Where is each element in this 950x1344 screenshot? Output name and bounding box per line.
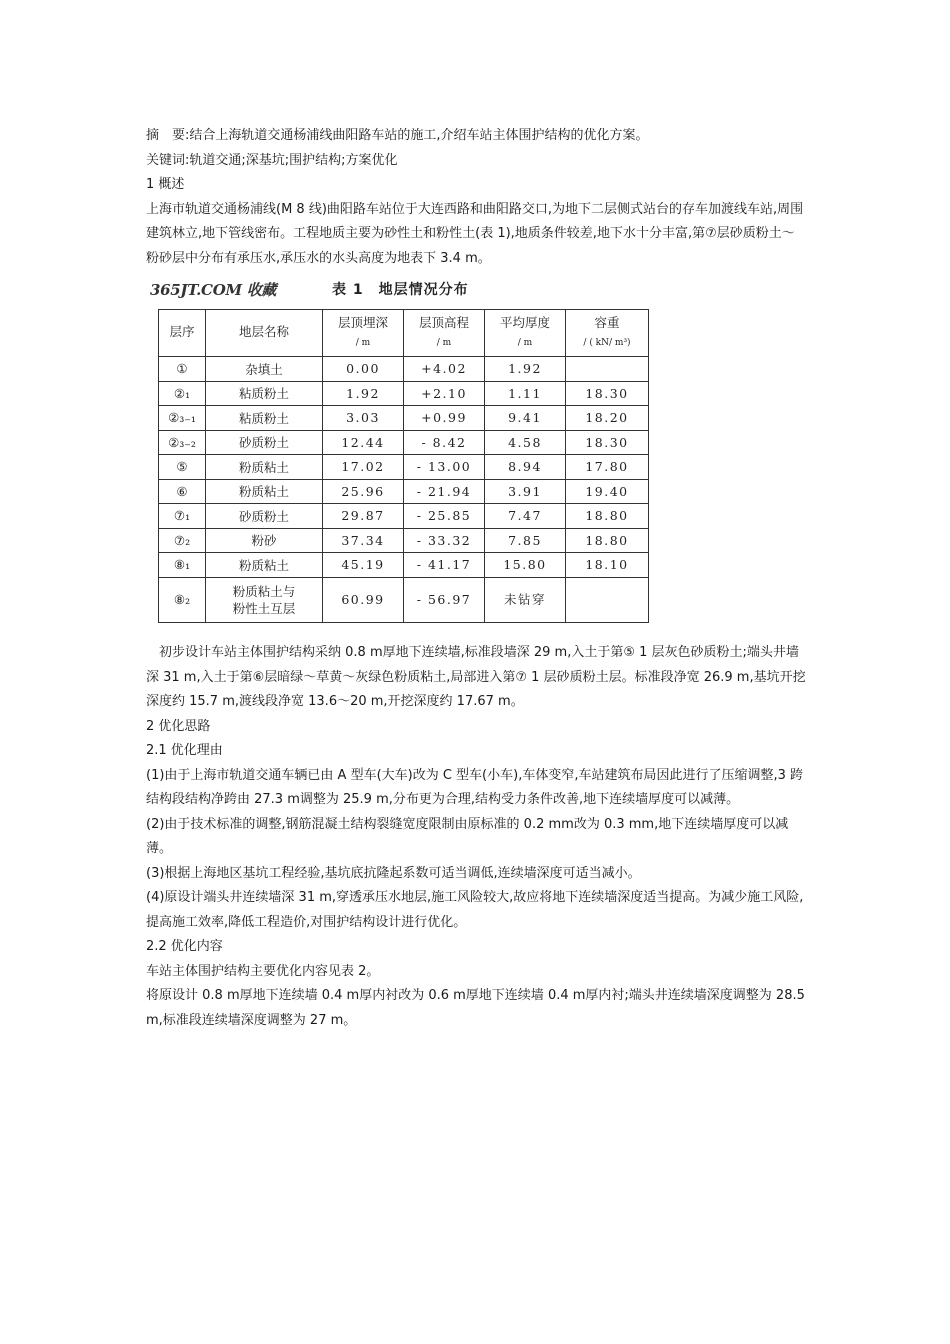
table-cell: 1.11: [485, 381, 566, 406]
table-cell: 粘质粉土: [206, 406, 323, 431]
table-row: [159, 528, 649, 553]
table-cell: ②₃₋₁: [159, 406, 206, 431]
table-row: [159, 406, 649, 431]
table-1-figure: [150, 277, 655, 627]
table-cell: ⑧₁: [159, 553, 206, 578]
table-cell: 12.44: [323, 430, 404, 455]
table-header-row: [159, 310, 649, 357]
table-cell: - 25.85: [404, 504, 485, 529]
abstract: 摘 要:结合上海轨道交通杨浦线曲阳路车站的施工,介绍车站主体围护结构的优化方案。: [146, 128, 649, 143]
table-cell: +0.99: [404, 406, 485, 431]
section-1-heading: 1 概述: [146, 177, 185, 192]
table-cell: 18.80: [566, 528, 649, 553]
table-row: [159, 430, 649, 455]
reason-2: (2)由于技术标准的调整,钢筋混凝土结构裂缝宽度限制由原标准的 0.2 mm改为 0.3 mm,地下连续墙厚度可以减薄。: [146, 816, 789, 856]
table-cell: 粉质粘土: [206, 455, 323, 480]
table-cell: 18.30: [566, 430, 649, 455]
table-cell: [566, 577, 649, 622]
header-cell: 层顶高程 / m: [404, 310, 485, 357]
table-cell: 18.20: [566, 406, 649, 431]
document-body: [146, 124, 806, 1033]
table-cell: ⑦₂: [159, 528, 206, 553]
content-paragraph-2: 将原设计 0.8 m厚地下连续墙 0.4 m厚内衬改为 0.6 m厚地下连续墙 0.4 m厚内衬;端头井连续墙深度调整为 28.5 m,标准段连续墙深度调整为 27 m。: [146, 988, 805, 1028]
table-cell: 18.10: [566, 553, 649, 578]
table-cell: ⑦₁: [159, 504, 206, 529]
table-cell: 砂质粉土: [206, 430, 323, 455]
table-cell: - 8.42: [404, 430, 485, 455]
table-cell: 粉砂: [206, 528, 323, 553]
header-cell: 层顶埋深 / m: [323, 310, 404, 357]
table-row: [159, 553, 649, 578]
section-2-1-heading: 2.1 优化理由: [146, 743, 223, 758]
table-cell: - 33.32: [404, 528, 485, 553]
table-cell: 杂填土: [206, 357, 323, 382]
table-cell: 粉质粘土与 粉性土互层: [206, 577, 323, 622]
table-cell: ⑤: [159, 455, 206, 480]
header-cell: 地层名称: [206, 310, 323, 357]
strata-table: [158, 309, 649, 623]
table-cell: +4.02: [404, 357, 485, 382]
table-cell: - 41.17: [404, 553, 485, 578]
table-cell: 37.34: [323, 528, 404, 553]
table-cell: - 56.97: [404, 577, 485, 622]
table-cell: ⑥: [159, 479, 206, 504]
table-cell: 3.03: [323, 406, 404, 431]
reason-4: (4)原设计端头井连续墙深 31 m,穿透承压水地层,施工风险较大,故应将地下连续墙深度适当提高。为减少施工风险,提高施工效率,降低工程造价,对围护结构设计进行优化。: [146, 890, 804, 930]
table-cell: 18.80: [566, 504, 649, 529]
table-cell: 粘质粉土: [206, 381, 323, 406]
table-row: [159, 357, 649, 382]
table-cell: 粉质粘土: [206, 553, 323, 578]
table-cell: ①: [159, 357, 206, 382]
table-cell: 60.99: [323, 577, 404, 622]
content-paragraph-1: 车站主体围护结构主要优化内容见表 2。: [146, 963, 380, 979]
table-cell: 19.40: [566, 479, 649, 504]
table-cell: 砂质粉土: [206, 504, 323, 529]
table-cell: - 21.94: [404, 479, 485, 504]
table-body: [159, 357, 649, 623]
initial-design-paragraph: 初步设计车站主体围护结构采纳 0.8 m厚地下连续墙,标准段墙深 29 m,入土于第⑤ 1 层灰色砂质粉土;端头井墙深 31 m,入土于第⑥层暗绿～草黄～灰绿色粉质粘土,局部进入第⑦ 1 层砂质粉土层。标准段净宽 26.9 m,基坑开挖深度约 15.7 m,渡线段净宽 13.6～20 m,开挖深度约 17.67 m。: [146, 645, 806, 709]
table-cell: 45.19: [323, 553, 404, 578]
table-cell: ②₃₋₂: [159, 430, 206, 455]
table-row: [159, 381, 649, 406]
header-cell: 容重 / ( kN/ m³): [566, 310, 649, 357]
header-cell: 平均厚度 / m: [485, 310, 566, 357]
table-row: [159, 577, 649, 622]
table-cell: 9.41: [485, 406, 566, 431]
table-row: [159, 504, 649, 529]
section-2-2-heading: 2.2 优化内容: [146, 939, 223, 954]
section-1-paragraph: 上海市轨道交通杨浦线(M 8 线)曲阳路车站位于大连西路和曲阳路交口,为地下二层侧式站台的存车加渡线车站,周围建筑林立,地下管线密布。工程地质主要为砂性土和粉性土(表 1),地质条件较差,地下水十分丰富,第⑦层砂质粉土～粉砂层中分布有承压水,承压水的水头高度为地表下 3.4 m。: [146, 201, 804, 266]
reason-1: (1)由于上海市轨道交通车辆已由 A 型车(大车)改为 C 型车(小车),车体变窄,车站建筑布局因此进行了压缩调整,3 跨结构段结构净跨由 27.3 m调整为 25.9 m,分布更为合理,结构受力条件改善,地下连续墙厚度可以减薄。: [146, 767, 804, 807]
table-cell: ②₁: [159, 381, 206, 406]
reason-3: (3)根据上海地区基坑工程经验,基坑底抗隆起系数可适当调低,连续墙深度可适当减小。: [146, 865, 641, 881]
section-2-heading: 2 优化思路: [146, 718, 211, 734]
table-cell: 4.58: [485, 430, 566, 455]
table-cell: - 13.00: [404, 455, 485, 480]
watermark-logo: 365JT.COM 收藏: [150, 281, 277, 299]
table-cell: 29.87: [323, 504, 404, 529]
table-cell: [566, 357, 649, 382]
table-cell: 7.85: [485, 528, 566, 553]
header-cell: 层序: [159, 310, 206, 357]
table-cell: 1.92: [323, 381, 404, 406]
table-cell: 17.02: [323, 455, 404, 480]
table-cell: 3.91: [485, 479, 566, 504]
table-caption: 表 1 地层情况分布: [332, 282, 469, 298]
table-cell: +2.10: [404, 381, 485, 406]
table-cell: 25.96: [323, 479, 404, 504]
keywords: 关键词:轨道交通;深基坑;围护结构;方案优化: [146, 152, 398, 168]
table-cell: 17.80: [566, 455, 649, 480]
table-row: [159, 479, 649, 504]
figure-header: [150, 277, 655, 303]
table-row: [159, 455, 649, 480]
table-cell: 粉质粘土: [206, 479, 323, 504]
table-cell: 18.30: [566, 381, 649, 406]
table-cell: ⑧₂: [159, 577, 206, 622]
table-cell: 1.92: [485, 357, 566, 382]
table-cell: 15.80: [485, 553, 566, 578]
table-cell: 0.00: [323, 357, 404, 382]
table-cell: 8.94: [485, 455, 566, 480]
table-cell: 未钻穿: [485, 577, 566, 622]
table-cell: 7.47: [485, 504, 566, 529]
